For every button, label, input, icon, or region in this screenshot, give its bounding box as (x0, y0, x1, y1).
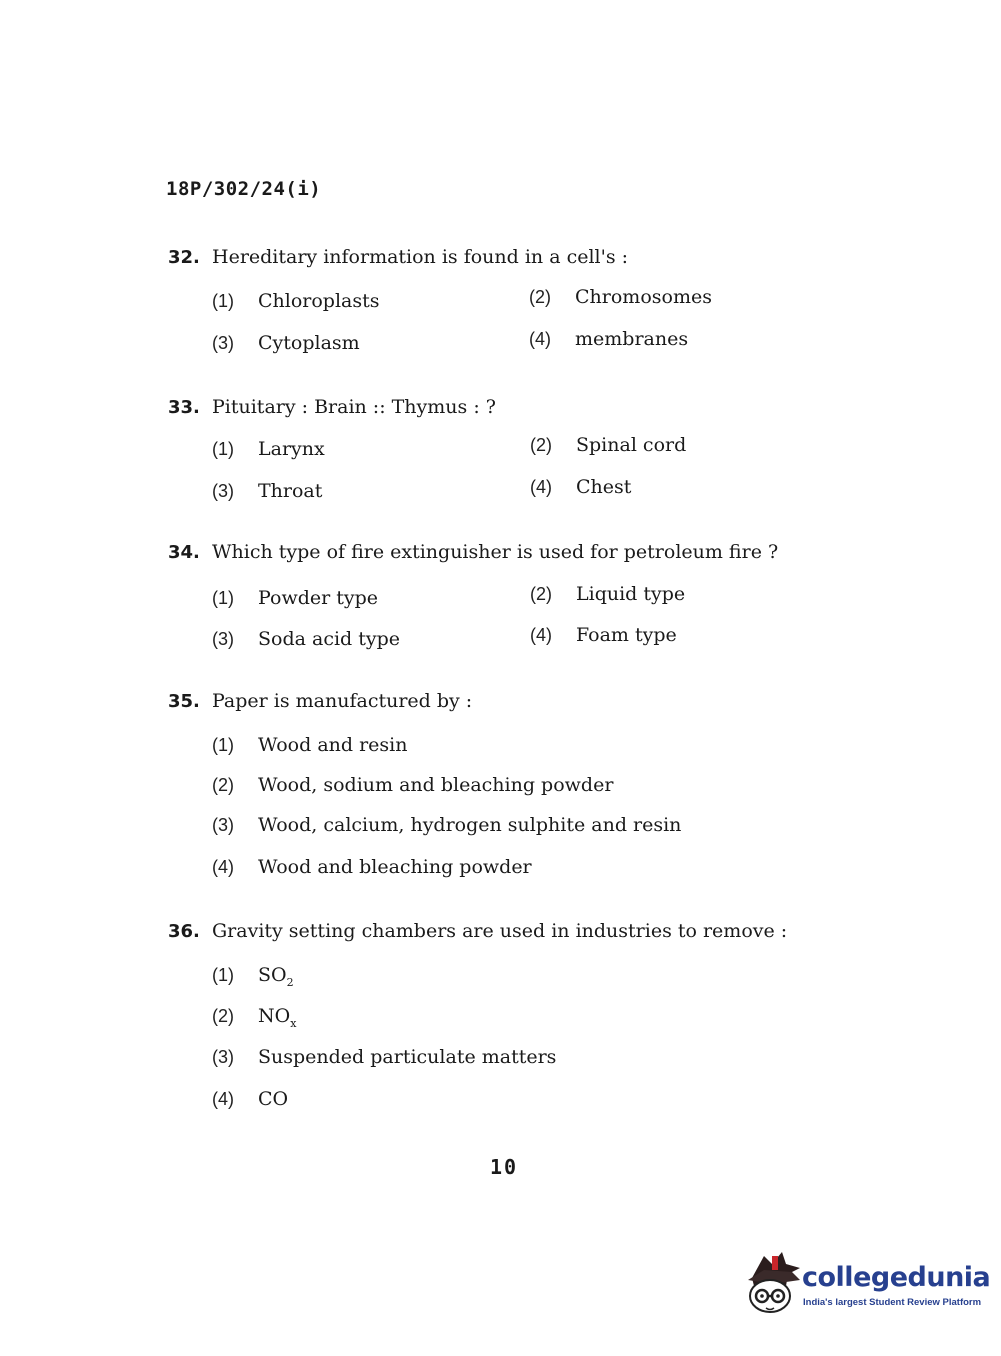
option-3 (212, 332, 360, 354)
option-text (258, 964, 294, 989)
option-1 (212, 438, 325, 460)
option-number: (4) (530, 625, 552, 645)
option-text: Chromosomes (575, 286, 712, 308)
formula-subscript: 2 (286, 975, 294, 989)
option-number: (1) (212, 965, 234, 985)
question-32 (168, 246, 808, 354)
option-number: (3) (212, 815, 234, 835)
option-text: Wood and bleaching powder (258, 856, 532, 878)
option-number: (3) (212, 333, 234, 353)
option-number: (2) (530, 584, 552, 604)
option-text: Soda acid type (258, 628, 401, 650)
option-text: Wood and resin (258, 734, 408, 756)
question-33 (168, 396, 808, 502)
collegedunia-logo (742, 1250, 991, 1320)
option-text: membranes (575, 328, 689, 350)
question-number: 36. (168, 921, 200, 942)
option-4 (529, 328, 688, 350)
question-34 (168, 541, 808, 650)
option-1 (212, 734, 407, 756)
option-4 (530, 624, 677, 646)
question-text: Gravity setting chambers are used in industries to remove : (212, 920, 788, 942)
option-1 (212, 587, 378, 609)
option-text: Cytoplasm (258, 332, 360, 354)
option-text: Foam type (576, 624, 677, 646)
option-1 (212, 964, 294, 989)
option-text: Suspended particulate matters (258, 1046, 557, 1068)
option-text: Wood, calcium, hydrogen sulphite and resin (258, 814, 682, 836)
option-text: Powder type (258, 587, 379, 609)
option-1 (212, 290, 380, 312)
option-3 (212, 628, 400, 650)
option-number: (1) (212, 735, 234, 755)
option-number: (2) (212, 775, 234, 795)
option-2 (529, 286, 712, 308)
option-number: (3) (212, 481, 234, 501)
question-number: 34. (168, 542, 200, 563)
option-2 (530, 434, 686, 456)
option-number: (1) (212, 588, 234, 608)
question-36 (168, 920, 808, 1110)
option-text: Liquid type (576, 583, 686, 605)
option-2 (212, 1005, 296, 1030)
question-text: Paper is manufactured by : (212, 690, 473, 712)
option-4 (212, 1088, 288, 1110)
option-number: (4) (212, 857, 234, 877)
option-3 (212, 480, 322, 502)
formula-subscript: x (290, 1016, 297, 1030)
option-text: Chloroplasts (258, 290, 380, 312)
option-number: (2) (212, 1006, 234, 1026)
option-text (258, 1005, 296, 1030)
option-text: Spinal cord (576, 434, 687, 456)
option-3 (212, 1046, 556, 1068)
option-2 (530, 583, 685, 605)
question-text: Pituitary : Brain :: Thymus : ? (212, 396, 496, 418)
option-3 (212, 814, 681, 836)
option-text: Larynx (258, 438, 325, 460)
question-number: 35. (168, 691, 200, 712)
question-number: 33. (168, 397, 200, 418)
option-4 (530, 476, 631, 498)
paper-code: 18P/302/24(i) (166, 178, 322, 200)
option-4 (212, 856, 532, 878)
page-number: 10 (490, 1155, 519, 1179)
option-number: (2) (529, 287, 551, 307)
question-number: 32. (168, 247, 200, 268)
option-text: Chest (576, 476, 632, 498)
option-number: (4) (212, 1089, 234, 1109)
option-number: (1) (212, 439, 234, 459)
option-text: Throat (258, 480, 323, 502)
option-number: (1) (212, 291, 234, 311)
option-number: (3) (212, 1047, 234, 1067)
mascot-icon (742, 1250, 802, 1318)
option-text: Wood, sodium and bleaching powder (258, 774, 614, 796)
formula-main: SO (258, 964, 287, 986)
formula-main: NO (258, 1005, 291, 1027)
question-35 (168, 690, 808, 878)
option-text: CO (258, 1088, 289, 1110)
option-number: (4) (529, 329, 551, 349)
logo-wordmark: collegedunia (802, 1262, 991, 1293)
question-text: Hereditary information is found in a cell's : (212, 246, 629, 268)
option-number: (2) (530, 435, 552, 455)
option-2 (212, 774, 613, 796)
question-text: Which type of fire extinguisher is used for petroleum fire ? (212, 541, 779, 563)
option-number: (3) (212, 629, 234, 649)
logo-tagline: India's largest Student Review Platform (803, 1297, 982, 1308)
option-number: (4) (530, 477, 552, 497)
